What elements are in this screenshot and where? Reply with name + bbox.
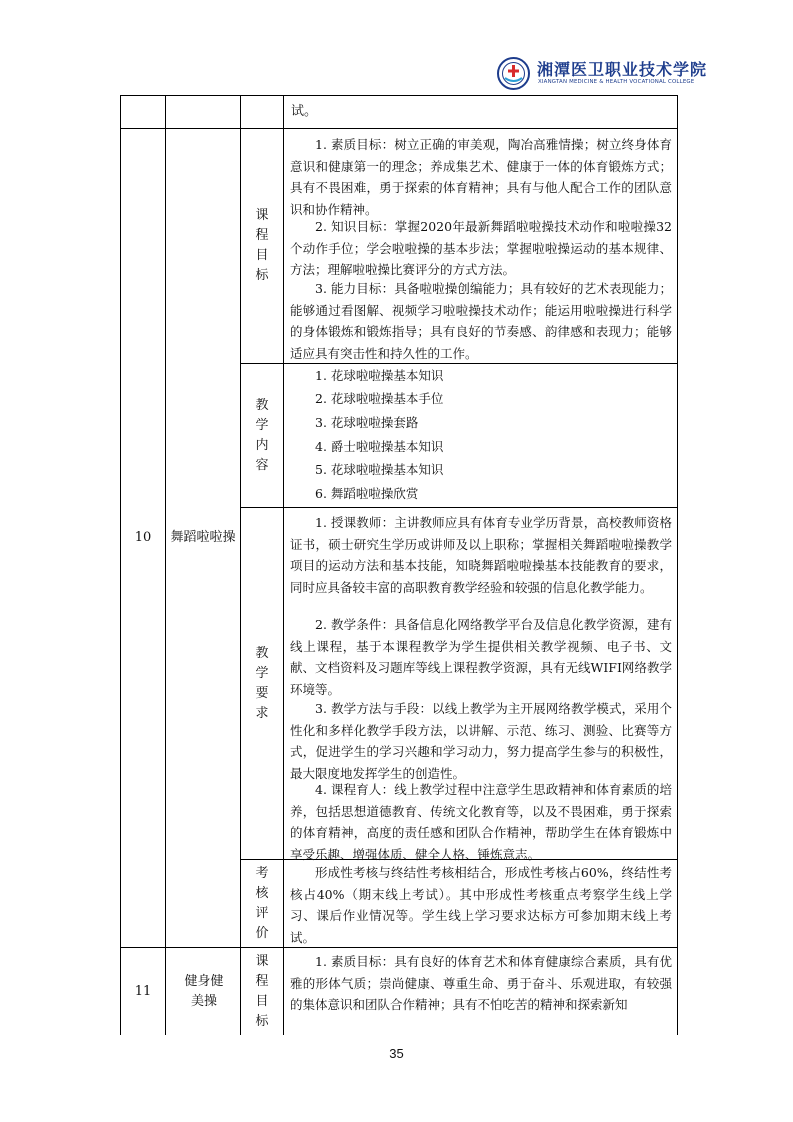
objective-paragraph: 3. 能力目标：具备啦啦操创编能力；具有较好的艺术表现能力；能够通过看图解、视频学习啦啦操技术动作；能运用啦啦操进行科学的身体锻炼和锻炼指导；具有良好的节奏感、韵律感和表现力；能够适应具有突击性和持久性的工作。	[290, 281, 672, 361]
requirement-paragraph: 3. 教学方法与手段：以线上教学为主开展网络教学模式，采用个性化和多样化教学手段方法，以讲解、示范、练习、测验、比赛等方式，促进学生的学习兴趣和学习动力，努力提高学生参与的积极性，最大限度地发挥学生的创造性。	[290, 701, 672, 781]
requirement-paragraph: 1. 授课教师：主讲教师应具有体育专业学历背景，高校教师资格证书，硕士研究生学历或讲师及以上职称；掌握相关舞蹈啦啦操教学项目的运动方法和基本技能，知晓舞蹈啦啦操基本技能教育的要求，同时应具备较丰富的高职教育教学经验和较强的信息化教学能力。	[290, 515, 672, 595]
content-item: 2. 花球啦啦操基本手位	[315, 391, 444, 406]
assessment-paragraph: 形成性考核与终结性考核相结合，形成性考核占60%，终结性考核占40%（期末线上考试）。其中形成性考核重点考察学生线上学习、课后作业情况等。学生线上学习要求达标方可参加期末线上考试。	[290, 865, 672, 945]
section-label-objectives: 课程目标	[255, 953, 269, 1029]
course-number: 10	[134, 530, 152, 545]
course-number: 11	[134, 983, 152, 999]
objective-paragraph: 1. 素质目标：具有良好的体育艺术和体育健康综合素质，具有优雅的形体气质；崇尚健康、尊重生命、勇于奋斗、乐观进取，有较强的集体意识和团队合作精神；具有不怕吃苦的精神和探索新知	[290, 954, 672, 1012]
page-number: 35	[389, 1046, 404, 1061]
content-item: 6. 舞蹈啦啦操欣赏	[315, 486, 419, 501]
content-item: 4. 爵士啦啦操基本知识	[315, 439, 444, 454]
course-name: 健身健美操	[184, 973, 224, 1009]
objective-paragraph: 1. 素质目标：树立正确的审美观，陶冶高雅情操；树立终身体育意识和健康第一的理念；养成集艺术、健康于一体的体育锻炼方式；具有不畏困难，勇于探索的体育精神；具有与他人配合工作的团队意识和协作精神。	[290, 137, 672, 217]
section-label-assessment: 考核评价	[255, 865, 269, 941]
requirement-paragraph: 4. 课程育人：线上教学过程中注意学生思政精神和体育素质的培养，包括思想道德教育、传统文化教育等，以及不畏困难，勇于探索的体育精神，高度的责任感和团队合作精神，帮助学生在体育锻炼中享受乐趣、增强体质、健全人格、锤炼意志。	[290, 782, 672, 862]
section-label-objectives: 课程目标	[255, 208, 269, 283]
section-label-content: 教学内容	[255, 397, 269, 473]
school-logo	[497, 57, 708, 91]
section-label-requirements: 教学要求	[255, 645, 269, 721]
objective-paragraph: 2. 知识目标：掌握2020年最新舞蹈啦啦操技术动作和啦啦操32个动作手位；学会啦啦操的基本步法；掌握啦啦操运动的基本规律、方法；理解啦啦操比赛评分的方式方法。	[290, 219, 672, 277]
requirement-paragraph: 2. 教学条件：具备信息化网络教学平台及信息化教学资源，建有线上课程，基于本课程教学为学生提供相关教学视频、电子书、文献、文档资料及习题库等线上课程教学资源，具有无线WIFI网络教学环境等。	[290, 617, 672, 697]
carryover-text: 试。	[291, 104, 318, 119]
course-name: 舞蹈啦啦操	[170, 530, 236, 545]
school-name: 湘潭医卫职业技术学院	[537, 60, 708, 79]
content-item: 5. 花球啦啦操基本知识	[315, 462, 444, 477]
content-item: 3. 花球啦啦操套路	[315, 415, 419, 430]
school-name-english: XIANGTAN MEDICINE & HEALTH VOCATIONAL COLLEGE	[538, 79, 695, 85]
content-item: 1. 花球啦啦操基本知识	[315, 368, 444, 383]
school-emblem-icon	[497, 57, 530, 90]
